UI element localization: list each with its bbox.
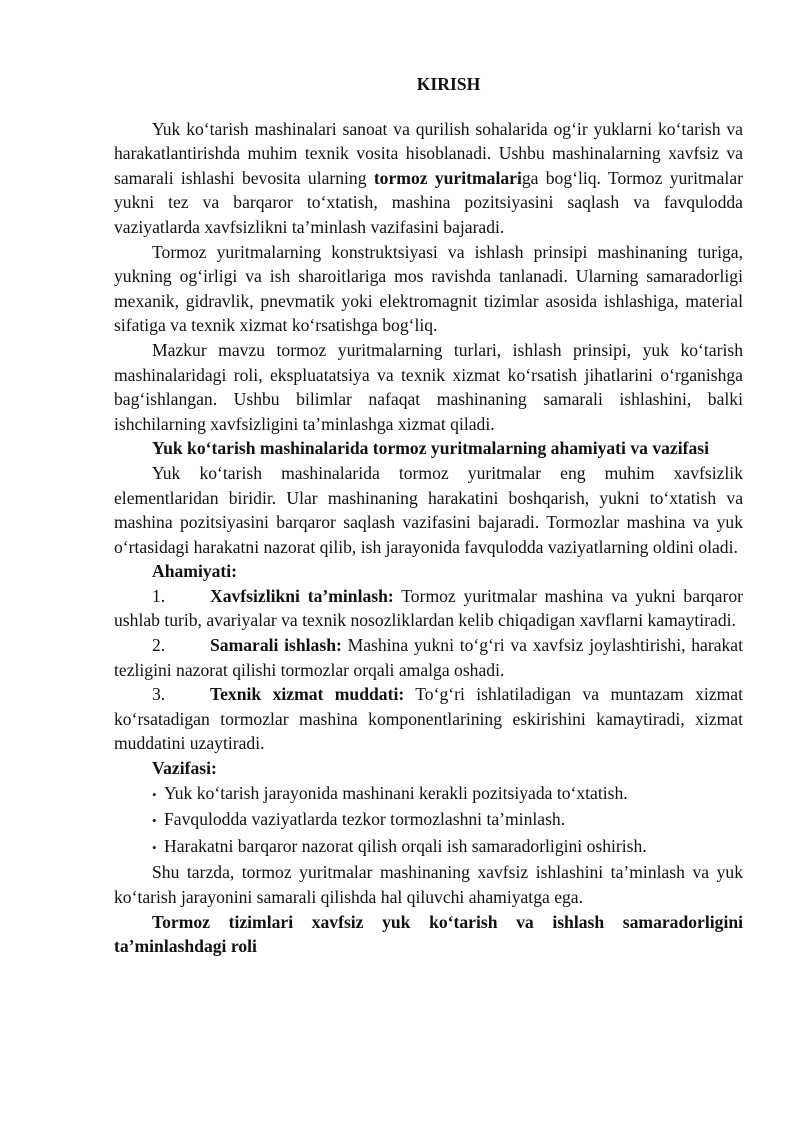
bullet-dot: •	[152, 839, 157, 855]
item-bold-lead: Texnik xizmat muddati:	[210, 684, 405, 705]
bullet-item-3	[152, 834, 743, 861]
bullet-item-2	[152, 807, 743, 834]
section-1-heading: Yuk ko‘tarish mashinalarida tormoz yuritmalarning ahamiyati va vazifasi	[152, 438, 709, 459]
bullet-text: Harakatni barqaror nazorat qilish orqali ish samaradorligini oshirish.	[164, 835, 647, 856]
intro-p1-text-after: ga bog‘liq. Tormoz yuritmalar yukni tez va barqaror to‘xtatish, mashina pozitsiyasini saqlash va favqulodda vaziyatlarda xavfsizlikni ta’minlash vazifasini bajaradi.	[114, 167, 743, 237]
numbered-item-2	[114, 633, 743, 682]
item-bold-lead: Xavfsizlikni ta’minlash:	[210, 585, 394, 606]
section-1-paragraph: Yuk ko‘tarish mashinalarida tormoz yuritmalar eng muhim xavfsizlik elementlaridan biridir. Ular mashinaning harakatini boshqarish, yukni to‘xtatish va mashina pozitsiyasini barqaror saqlash vazifasini bajaradi. Tormozlar mashina va yuk o‘rtasidagi harakatni nazorat qilib, ish jarayonida favqulodda vaziyatlarning oldini oladi.	[114, 462, 743, 557]
page-title: KIRISH	[416, 74, 481, 94]
bullet-text: Yuk ko‘tarish jarayonida mashinani kerakli pozitsiyada to‘xtatish.	[164, 782, 628, 803]
bullet-dot: •	[152, 813, 157, 829]
item-text: Mashina yukni to‘g‘ri va xavfsiz joylashtirishi, harakat tezligini nazorat qilishi tormozlar orqali amalga oshadi.	[114, 635, 743, 680]
numbered-item-1	[114, 584, 743, 633]
section-1-conclusion: Shu tarzda, tormoz yuritmalar mashinaning xavfsiz ishlashini ta’minlash va yuk ko‘tarish jarayonini samarali qilishda hal qiluvchi ahamiyatga ega.	[114, 862, 743, 907]
intro-p1-text-before: Yuk ko‘tarish mashinalari sanoat va qurilish sohalarida og‘ir yuklarni ko‘tarish va harakatlantirishda muhim texnik vosita hisoblanadi. Ushbu mashinalarning xavfsiz va samarali ishlashi bevosita ularning	[114, 118, 743, 188]
item-text: To‘g‘ri ishlatiladigan va muntazam xizmat ko‘rsatadigan tormozlar mashina komponentlarining eskirishini kamaytiradi, xizmat muddatini uzaytiradi.	[114, 684, 743, 754]
item-number: 3.	[152, 684, 166, 705]
bullet-item-1	[152, 781, 743, 808]
intro-p1-bold-term: tormoz yuritmalari	[373, 167, 522, 188]
numbered-item-3	[114, 682, 743, 756]
item-number: 2.	[152, 635, 166, 656]
item-bold-lead: Samarali ishlash:	[210, 635, 342, 656]
importance-label: Ahamiyati:	[152, 561, 238, 582]
item-text: Tormoz yuritmalar mashina va yukni barqaror ushlab turib, avariyalar va texnik nosozliklardan kelib chiqadigan xavflarni kamaytiradi.	[114, 585, 743, 631]
bullet-text: Favqulodda vaziyatlarda tezkor tormozlashni ta’minlash.	[164, 809, 566, 830]
item-number: 1.	[152, 585, 166, 606]
section-2-heading: Tormoz tizimlari xavfsiz yuk ko‘tarish va ishlash samaradorligini ta’minlashdagi roli	[114, 911, 743, 957]
intro-paragraph-3: Mazkur mavzu tormoz yuritmalarning turlari, ishlash prinsipi, yuk ko‘tarish mashinalaridagi roli, ekspluatatsiya va texnik xizmat ko‘rsatish jihatlarini o‘rganishga bag‘ishlangan. Ushbu bilimlar nafaqat mashinaning samarali ishlashini, balki ishchilarning xavfsizligini ta’minlashga xizmat qiladi.	[114, 339, 743, 434]
bullet-dot: •	[152, 786, 157, 802]
intro-paragraph-2: Tormoz yuritmalarning konstruktsiyasi va ishlash prinsipi mashinaning turiga, yukning og‘irligi va ish sharoitlariga mos ravishda tanlanadi. Ularning samaradorligi mexanik, gidravlik, pnevmatik yoki elektromagnit tizimlar asosida ishlashiga, material sifatiga va texnik xizmat ko‘rsatishga bog‘liq.	[114, 241, 743, 336]
intro-paragraph-1	[114, 117, 743, 240]
tasks-label: Vazifasi:	[152, 758, 217, 779]
